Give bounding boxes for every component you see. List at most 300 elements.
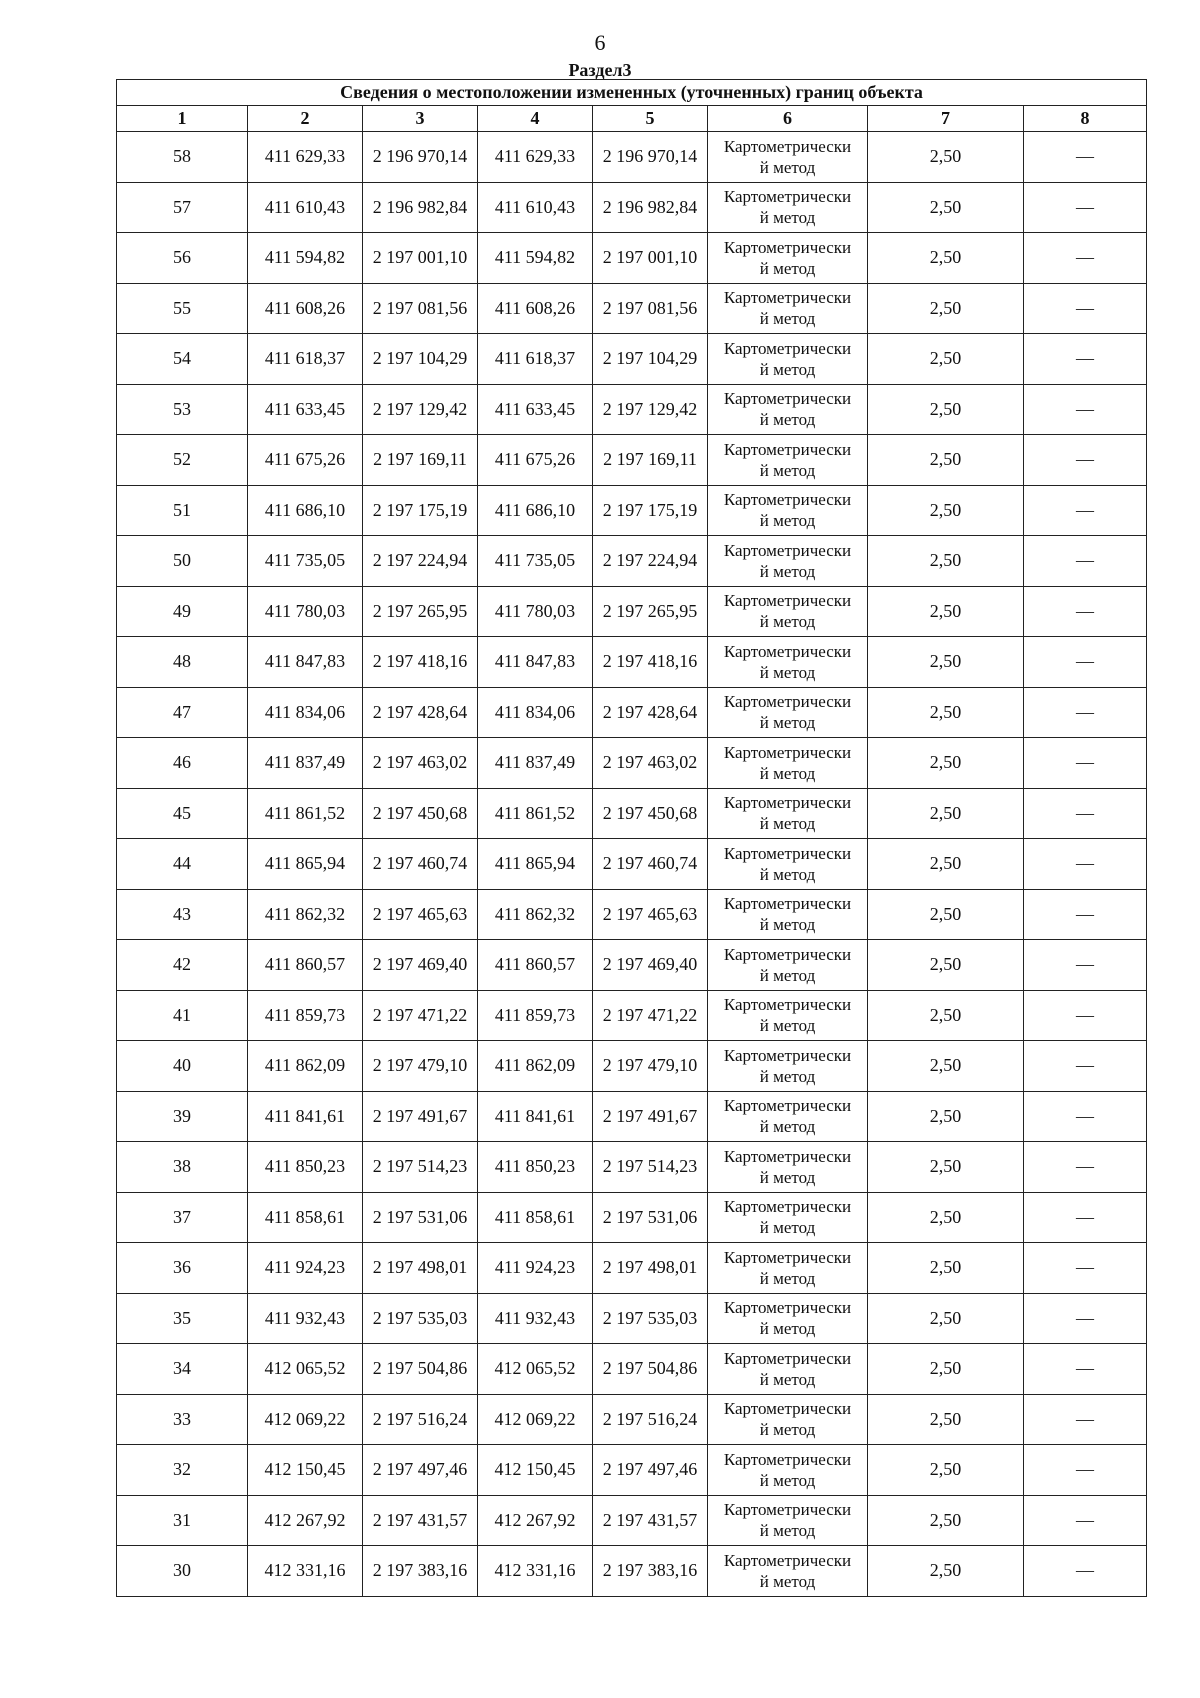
cell-c2: 411 865,94: [248, 839, 363, 890]
cell-c8: —: [1024, 435, 1147, 486]
cell-c1: 34: [117, 1344, 248, 1395]
table-row: [117, 1445, 1147, 1496]
cell-method: [708, 132, 868, 183]
cell-c4: 411 675,26: [478, 435, 593, 486]
cell-c2: 411 862,09: [248, 1041, 363, 1092]
cell-c3: 2 197 531,06: [363, 1192, 478, 1243]
cell-c8: —: [1024, 283, 1147, 334]
cell-method: [708, 1495, 868, 1546]
cell-c2: 411 850,23: [248, 1142, 363, 1193]
method-line-2: й метод: [759, 258, 816, 278]
cell-c4: 411 841,61: [478, 1091, 593, 1142]
cell-c4: 411 861,52: [478, 788, 593, 839]
cell-c8: —: [1024, 182, 1147, 233]
table-row: [117, 536, 1147, 587]
cell-method: [708, 1293, 868, 1344]
method-line-1: Картометрически: [723, 338, 852, 358]
method-line-1: Картометрически: [723, 1247, 852, 1267]
method-line-2: й метод: [759, 359, 816, 379]
cell-c4: 411 865,94: [478, 839, 593, 890]
cell-accuracy: 2,50: [868, 536, 1024, 587]
cell-c8: —: [1024, 233, 1147, 284]
cell-c5: 2 197 428,64: [593, 687, 708, 738]
table-row: [117, 233, 1147, 284]
cell-c2: 411 735,05: [248, 536, 363, 587]
cell-accuracy: 2,50: [868, 1192, 1024, 1243]
method-line-1: Картометрически: [723, 389, 852, 409]
cell-c5: 2 197 175,19: [593, 485, 708, 536]
cell-method: [708, 839, 868, 890]
table-row: [117, 990, 1147, 1041]
cell-accuracy: 2,50: [868, 435, 1024, 486]
method-line-2: й метод: [759, 1117, 816, 1137]
column-header: 2: [248, 106, 363, 132]
method-line-1: Картометрически: [723, 1550, 852, 1570]
cell-c2: 411 924,23: [248, 1243, 363, 1294]
cell-method: [708, 788, 868, 839]
cell-c8: —: [1024, 990, 1147, 1041]
cell-c3: 2 197 431,57: [363, 1495, 478, 1546]
table-row: [117, 384, 1147, 435]
cell-accuracy: 2,50: [868, 1546, 1024, 1597]
column-header: 3: [363, 106, 478, 132]
cell-c4: 411 837,49: [478, 738, 593, 789]
cell-c5: 2 197 431,57: [593, 1495, 708, 1546]
method-line-2: й метод: [759, 713, 816, 733]
cell-c8: —: [1024, 586, 1147, 637]
cell-c2: 411 858,61: [248, 1192, 363, 1243]
cell-method: [708, 889, 868, 940]
cell-c8: —: [1024, 334, 1147, 385]
cell-c2: 411 618,37: [248, 334, 363, 385]
cell-c8: —: [1024, 485, 1147, 536]
method-line-1: Картометрически: [723, 237, 852, 257]
cell-c2: 412 331,16: [248, 1546, 363, 1597]
cell-c2: 412 069,22: [248, 1394, 363, 1445]
method-line-2: й метод: [759, 763, 816, 783]
method-line-1: Картометрически: [723, 843, 852, 863]
cell-c5: 2 197 497,46: [593, 1445, 708, 1496]
cell-method: [708, 485, 868, 536]
cell-c3: 2 197 498,01: [363, 1243, 478, 1294]
method-line-2: й метод: [759, 1521, 816, 1541]
cell-c4: 411 862,32: [478, 889, 593, 940]
column-header: 6: [708, 106, 868, 132]
cell-c8: —: [1024, 384, 1147, 435]
cell-method: [708, 1142, 868, 1193]
cell-c8: —: [1024, 1445, 1147, 1496]
method-line-2: й метод: [759, 612, 816, 632]
cell-c1: 55: [117, 283, 248, 334]
column-header: 1: [117, 106, 248, 132]
cell-c5: 2 197 498,01: [593, 1243, 708, 1294]
method-line-1: Картометрически: [723, 187, 852, 207]
cell-c2: 411 780,03: [248, 586, 363, 637]
cell-c5: 2 197 169,11: [593, 435, 708, 486]
cell-c8: —: [1024, 1243, 1147, 1294]
cell-c2: 412 065,52: [248, 1344, 363, 1395]
table-row: [117, 1192, 1147, 1243]
method-line-1: Картометрически: [723, 540, 852, 560]
cell-c4: 411 780,03: [478, 586, 593, 637]
method-line-2: й метод: [759, 864, 816, 884]
cell-accuracy: 2,50: [868, 485, 1024, 536]
cell-c8: —: [1024, 637, 1147, 688]
cell-c3: 2 197 104,29: [363, 334, 478, 385]
cell-c5: 2 197 531,06: [593, 1192, 708, 1243]
method-line-1: Картометрически: [723, 1348, 852, 1368]
cell-c2: 411 861,52: [248, 788, 363, 839]
method-line-1: Картометрически: [723, 742, 852, 762]
cell-accuracy: 2,50: [868, 1394, 1024, 1445]
table-row: [117, 1091, 1147, 1142]
cell-c5: 2 197 535,03: [593, 1293, 708, 1344]
cell-c2: 411 594,82: [248, 233, 363, 284]
table-row: [117, 182, 1147, 233]
cell-c1: 45: [117, 788, 248, 839]
cell-c3: 2 196 982,84: [363, 182, 478, 233]
method-line-2: й метод: [759, 1167, 816, 1187]
table-row: [117, 788, 1147, 839]
cell-method: [708, 1041, 868, 1092]
cell-accuracy: 2,50: [868, 788, 1024, 839]
cell-method: [708, 435, 868, 486]
cell-accuracy: 2,50: [868, 889, 1024, 940]
method-line-1: Картометрически: [723, 944, 852, 964]
method-line-2: й метод: [759, 511, 816, 531]
cell-accuracy: 2,50: [868, 132, 1024, 183]
cell-c4: 411 608,26: [478, 283, 593, 334]
method-line-2: й метод: [759, 157, 816, 177]
method-line-2: й метод: [759, 814, 816, 834]
cell-c8: —: [1024, 940, 1147, 991]
method-line-2: й метод: [759, 965, 816, 985]
cell-method: [708, 687, 868, 738]
cell-accuracy: 2,50: [868, 1495, 1024, 1546]
cell-c5: 2 197 504,86: [593, 1344, 708, 1395]
cell-c5: 2 197 104,29: [593, 334, 708, 385]
cell-c4: 411 594,82: [478, 233, 593, 284]
cell-c1: 39: [117, 1091, 248, 1142]
cell-c1: 32: [117, 1445, 248, 1496]
cell-c8: —: [1024, 1344, 1147, 1395]
cell-c4: 411 834,06: [478, 687, 593, 738]
cell-c5: 2 197 001,10: [593, 233, 708, 284]
cell-c3: 2 197 504,86: [363, 1344, 478, 1395]
cell-accuracy: 2,50: [868, 334, 1024, 385]
cell-c4: 411 858,61: [478, 1192, 593, 1243]
cell-c1: 30: [117, 1546, 248, 1597]
table-row: [117, 839, 1147, 890]
cell-c4: 411 686,10: [478, 485, 593, 536]
cell-c8: —: [1024, 1495, 1147, 1546]
table-row: [117, 485, 1147, 536]
cell-c3: 2 197 129,42: [363, 384, 478, 435]
cell-c1: 52: [117, 435, 248, 486]
table-row: [117, 940, 1147, 991]
cell-c8: —: [1024, 738, 1147, 789]
cell-c8: —: [1024, 1041, 1147, 1092]
cell-c5: 2 197 491,67: [593, 1091, 708, 1142]
cell-accuracy: 2,50: [868, 839, 1024, 890]
method-line-2: й метод: [759, 561, 816, 581]
method-line-2: й метод: [759, 410, 816, 430]
cell-c4: 411 932,43: [478, 1293, 593, 1344]
cell-c3: 2 197 497,46: [363, 1445, 478, 1496]
table-row: [117, 889, 1147, 940]
cell-c4: 411 618,37: [478, 334, 593, 385]
cell-c3: 2 197 383,16: [363, 1546, 478, 1597]
cell-c8: —: [1024, 1091, 1147, 1142]
cell-c2: 411 847,83: [248, 637, 363, 688]
cell-c2: 412 150,45: [248, 1445, 363, 1496]
cell-c5: 2 197 516,24: [593, 1394, 708, 1445]
cell-accuracy: 2,50: [868, 687, 1024, 738]
cell-c5: 2 197 224,94: [593, 536, 708, 587]
cell-method: [708, 182, 868, 233]
method-line-1: Картометрически: [723, 1197, 852, 1217]
cell-method: [708, 990, 868, 1041]
cell-c3: 2 197 418,16: [363, 637, 478, 688]
cell-c4: 411 924,23: [478, 1243, 593, 1294]
cell-c2: 411 932,43: [248, 1293, 363, 1344]
method-line-1: Картометрически: [723, 1500, 852, 1520]
cell-c2: 411 629,33: [248, 132, 363, 183]
cell-c1: 54: [117, 334, 248, 385]
cell-method: [708, 1091, 868, 1142]
cell-accuracy: 2,50: [868, 1091, 1024, 1142]
cell-c5: 2 197 471,22: [593, 990, 708, 1041]
column-header: 4: [478, 106, 593, 132]
cell-c3: 2 197 514,23: [363, 1142, 478, 1193]
cell-method: [708, 384, 868, 435]
cell-c5: 2 197 450,68: [593, 788, 708, 839]
cell-method: [708, 1445, 868, 1496]
method-line-2: й метод: [759, 1268, 816, 1288]
table-row: [117, 1394, 1147, 1445]
cell-c3: 2 197 471,22: [363, 990, 478, 1041]
cell-c4: 411 862,09: [478, 1041, 593, 1092]
table-body: [117, 132, 1147, 1597]
cell-c2: 411 841,61: [248, 1091, 363, 1142]
table-caption-row: [117, 80, 1147, 106]
cell-c2: 411 862,32: [248, 889, 363, 940]
cell-c4: 411 859,73: [478, 990, 593, 1041]
method-line-2: й метод: [759, 1319, 816, 1339]
cell-accuracy: 2,50: [868, 990, 1024, 1041]
cell-method: [708, 1192, 868, 1243]
cell-c1: 43: [117, 889, 248, 940]
cell-c3: 2 197 479,10: [363, 1041, 478, 1092]
cell-c1: 31: [117, 1495, 248, 1546]
column-header: 5: [593, 106, 708, 132]
section-title: Раздел3: [568, 60, 632, 80]
cell-c2: 411 608,26: [248, 283, 363, 334]
cell-c8: —: [1024, 788, 1147, 839]
method-line-2: й метод: [759, 309, 816, 329]
method-line-1: Картометрически: [723, 288, 852, 308]
cell-c1: 48: [117, 637, 248, 688]
cell-c4: 411 847,83: [478, 637, 593, 688]
cell-c5: 2 197 265,95: [593, 586, 708, 637]
table-row: [117, 1142, 1147, 1193]
cell-c1: 56: [117, 233, 248, 284]
cell-method: [708, 586, 868, 637]
cell-c1: 33: [117, 1394, 248, 1445]
cell-accuracy: 2,50: [868, 1142, 1024, 1193]
cell-c1: 41: [117, 990, 248, 1041]
table-row: [117, 1243, 1147, 1294]
cell-c4: 411 610,43: [478, 182, 593, 233]
cell-c5: 2 197 479,10: [593, 1041, 708, 1092]
method-line-2: й метод: [759, 1066, 816, 1086]
cell-c1: 35: [117, 1293, 248, 1344]
method-line-1: Картометрически: [723, 1146, 852, 1166]
cell-c3: 2 197 535,03: [363, 1293, 478, 1344]
cell-c1: 58: [117, 132, 248, 183]
cell-c1: 49: [117, 586, 248, 637]
cell-c4: 411 860,57: [478, 940, 593, 991]
method-line-1: Картометрически: [723, 692, 852, 712]
column-header: 7: [868, 106, 1024, 132]
cell-c4: 411 633,45: [478, 384, 593, 435]
cell-c4: 412 331,16: [478, 1546, 593, 1597]
method-line-1: Картометрически: [723, 1399, 852, 1419]
cell-c3: 2 197 081,56: [363, 283, 478, 334]
cell-c3: 2 197 450,68: [363, 788, 478, 839]
cell-c5: 2 197 514,23: [593, 1142, 708, 1193]
cell-c8: —: [1024, 1142, 1147, 1193]
cell-c4: 412 267,92: [478, 1495, 593, 1546]
table-row: [117, 435, 1147, 486]
column-header: 8: [1024, 106, 1147, 132]
cell-c5: 2 197 469,40: [593, 940, 708, 991]
cell-c3: 2 197 428,64: [363, 687, 478, 738]
cell-c5: 2 197 460,74: [593, 839, 708, 890]
cell-c5: 2 197 418,16: [593, 637, 708, 688]
cell-accuracy: 2,50: [868, 384, 1024, 435]
cell-c8: —: [1024, 1394, 1147, 1445]
method-line-1: Картометрически: [723, 591, 852, 611]
cell-c8: —: [1024, 536, 1147, 587]
cell-c3: 2 197 516,24: [363, 1394, 478, 1445]
cell-c2: 411 860,57: [248, 940, 363, 991]
cell-c3: 2 197 001,10: [363, 233, 478, 284]
method-line-2: й метод: [759, 1571, 816, 1591]
table-row: [117, 637, 1147, 688]
method-line-1: Картометрически: [723, 1449, 852, 1469]
cell-accuracy: 2,50: [868, 738, 1024, 789]
cell-c3: 2 197 224,94: [363, 536, 478, 587]
cell-c8: —: [1024, 889, 1147, 940]
cell-c2: 411 837,49: [248, 738, 363, 789]
cell-method: [708, 738, 868, 789]
page-number: 6: [594, 30, 606, 55]
table-header-row: [117, 106, 1147, 132]
cell-c3: 2 197 465,63: [363, 889, 478, 940]
cell-c8: —: [1024, 132, 1147, 183]
cell-c1: 44: [117, 839, 248, 890]
table-row: [117, 334, 1147, 385]
table-row: [117, 1041, 1147, 1092]
cell-c2: 411 675,26: [248, 435, 363, 486]
cell-c1: 53: [117, 384, 248, 435]
cell-method: [708, 283, 868, 334]
cell-method: [708, 334, 868, 385]
cell-c8: —: [1024, 1192, 1147, 1243]
table-row: [117, 687, 1147, 738]
method-line-2: й метод: [759, 208, 816, 228]
boundary-coordinates-table: [116, 79, 1147, 1597]
cell-c2: 411 834,06: [248, 687, 363, 738]
cell-c1: 37: [117, 1192, 248, 1243]
cell-c4: 411 735,05: [478, 536, 593, 587]
cell-c3: 2 197 169,11: [363, 435, 478, 486]
method-line-2: й метод: [759, 1369, 816, 1389]
method-line-1: Картометрически: [723, 439, 852, 459]
cell-c2: 411 633,45: [248, 384, 363, 435]
method-line-1: Картометрически: [723, 1096, 852, 1116]
cell-c4: 412 069,22: [478, 1394, 593, 1445]
cell-c8: —: [1024, 687, 1147, 738]
cell-c3: 2 197 175,19: [363, 485, 478, 536]
cell-c1: 36: [117, 1243, 248, 1294]
table-row: [117, 1495, 1147, 1546]
cell-accuracy: 2,50: [868, 1293, 1024, 1344]
cell-c1: 38: [117, 1142, 248, 1193]
cell-c1: 46: [117, 738, 248, 789]
cell-c1: 40: [117, 1041, 248, 1092]
cell-c3: 2 196 970,14: [363, 132, 478, 183]
cell-accuracy: 2,50: [868, 1445, 1024, 1496]
cell-c3: 2 197 460,74: [363, 839, 478, 890]
cell-c5: 2 196 970,14: [593, 132, 708, 183]
method-line-2: й метод: [759, 1470, 816, 1490]
cell-c8: —: [1024, 839, 1147, 890]
cell-c5: 2 197 081,56: [593, 283, 708, 334]
cell-c1: 42: [117, 940, 248, 991]
cell-c1: 47: [117, 687, 248, 738]
method-line-1: Картометрически: [723, 1298, 852, 1318]
method-line-2: й метод: [759, 1218, 816, 1238]
cell-accuracy: 2,50: [868, 182, 1024, 233]
cell-accuracy: 2,50: [868, 586, 1024, 637]
cell-method: [708, 1243, 868, 1294]
method-line-2: й метод: [759, 1016, 816, 1036]
cell-c1: 57: [117, 182, 248, 233]
cell-accuracy: 2,50: [868, 940, 1024, 991]
table-row: [117, 283, 1147, 334]
cell-accuracy: 2,50: [868, 1041, 1024, 1092]
cell-c1: 50: [117, 536, 248, 587]
table-row: [117, 738, 1147, 789]
cell-c3: 2 197 265,95: [363, 586, 478, 637]
cell-c5: 2 197 463,02: [593, 738, 708, 789]
method-line-1: Картометрически: [723, 995, 852, 1015]
table-row: [117, 132, 1147, 183]
cell-accuracy: 2,50: [868, 1243, 1024, 1294]
cell-c5: 2 197 129,42: [593, 384, 708, 435]
method-line-1: Картометрически: [723, 793, 852, 813]
cell-c4: 411 629,33: [478, 132, 593, 183]
table-caption: Сведения о местоположении измененных (уточненных) границ объекта: [117, 80, 1147, 106]
method-line-1: Картометрически: [723, 1045, 852, 1065]
cell-accuracy: 2,50: [868, 233, 1024, 284]
table-row: [117, 1344, 1147, 1395]
method-line-1: Картометрически: [723, 490, 852, 510]
method-line-2: й метод: [759, 1420, 816, 1440]
cell-accuracy: 2,50: [868, 637, 1024, 688]
